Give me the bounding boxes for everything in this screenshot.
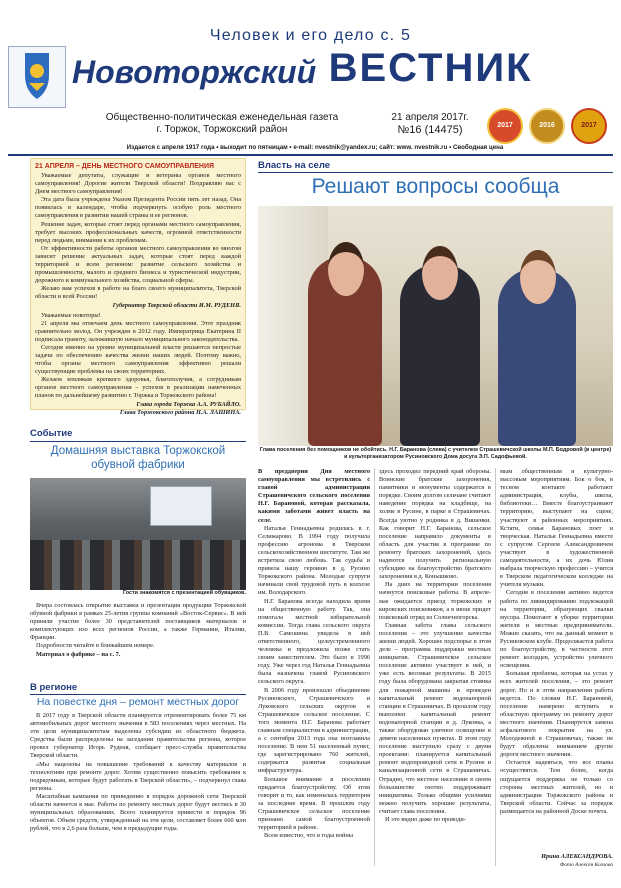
holiday-headline: 21 АПРЕЛЯ – ДЕНЬ МЕСТНОГО САМОУПРАВЛЕНИЯ [35,163,215,170]
photo-credit: Фото Алексея Козлова [559,862,613,868]
award-badge-icon [529,108,565,144]
village-photo-caption: Глава поселения без помощников не обойтись. Н.Г. Баранова (слева) с учителем Страшевичской школы М.П. Бодровой (в центре) и культорганизатором Русиновского Дома досуга Э.П. Садофьевой. [259,447,612,460]
rubric-village: Власть на селе [258,160,331,171]
paragraph: На днях на территории поселения начнутся поисковые работы. В апреле-мае ожидается приезд торжокских и кировских поисковиков, а в июне придет поисковый отряд из Солнечногорска. [379,581,491,621]
supertitle: Человек и его дело с. 5 [209,27,412,44]
paragraph: мым общественным и культурно-массовым мероприятиям. Бок о бок, в тесном контакте работают администрация, клубы, школа, библиотеки… Вместе благоустраивают территорию, выступают на сцене, участвуют в районных мероприятиях. Кстати, семья Барановых поет и творческая. Наталья Геннадьевна вместе с супругом Сергеем Александровичем участвует в художественной самодеятельности, а их дочь Юлия выбрала творческую профессию – учится в Тверском педагогическом колледже на учителя музыки. [500,468,613,589]
coat-of-arms-icon [9,47,65,107]
paragraph: Остается надеяться, что все планы осуществятся. Тем более, когда ощущается поддержка не только со стороны местных жителей, но и администрации Торжокского района и Тверской области. Сейчас за порядок размещается на районной Доске почета. [500,759,613,815]
village-signature: Ирина АЛЕКСАНДРОВА. [541,853,613,860]
rubric-line [30,694,246,695]
column-rule [374,468,375,866]
paragraph: «Мы нацелены на повышение требований к качеству материалов и технологиям при ремонте дорог. Хотим существенно повысить требования к подрядчикам, которые будут работать в Тверской области», – подчеркнул глава региона. [30,760,246,792]
paragraph: Подробности читайте в ближайшем номере. [36,642,155,650]
paragraph: 21 апреля мы отмечаем день местного самоуправления. Этот праздник сравнительно молод. Он учрежден в 2012 году. Императрица Екатерина II подписала грамоту, заложившую начало муниципального законодательства. [35,319,241,343]
award-badge-icon [487,108,523,144]
signature-district-head: Глава Торжокского района Н.А. ЛАШИНА. [119,408,241,416]
paragraph: И это видно даже по проводи- [385,816,466,824]
award-badge-icon [571,108,607,144]
paragraph: В 2006 году произошло объединение Русиновского, Страшевичского и Луковского сельских округов в Страшевичское сельское поселение. С того момента Н.Г. Баранова работает главным специалистом в администрации, а с сентября 2013 года она возглавила поселение. В нем 51 населенный пункт, где зарегистрировано 760 жителей, содержатся развитая социальная инфраструктура. [258,686,370,775]
column-rule [495,468,496,866]
paragraph: Н.Г. Баранова всегда находила время на общественную работу. Так, она помогала местной избирательной комиссии. Тогда глава сельского округа П.В. Самошина увидела в ней ответственного, целеустремленного человека и предложила позже стать своим заместителем. Это было в 1996 году. Уже через год Наталья Геннадьевна была назначена главой Русиновского сельского округа. [258,597,370,686]
subtitle-line: Общественно-политическая еженедельная газета [105,112,339,123]
paragraph: Большое внимание в поселении придается благоустройству. Об этом говорит и то, как изменилась территория за последние время. В прошлом году Страшевичское сельское поселение признано самой благоустроенной территорией в районе. [258,775,370,832]
region-crest [8,46,66,108]
masthead-divider [8,154,613,156]
paragraph: От эффективности работы органов местного самоуправления во многом зависит решение актуальных задач, которые стоят перед каждой территорией и всем регионом: развитие сельского хозяйства и промышленности, малого и среднего бизнеса и туристической индустрии, дорожного и коммунального хозяйства, социальной сферы. [35,244,241,285]
paragraph: Уважаемые депутаты, служащие и ветераны органов местного самоуправления! Дорогие жители Тверской области! Поздравляю вас с Днем местного самоуправления! [35,172,241,196]
issue-number: №16 (14475) [397,124,463,136]
paragraph: Желаем землякам крепкого здоровья, благополучия, а сотрудникам органов местного самоуправления – успехов в реализации намеченных планов по дальнейшему развитию г. Торжка и Торжокского района! [35,376,241,400]
lead-paragraph: В преддверии Дня местного самоуправления мы встретились с главой администрации Страшевичского сельского поселения Н.Г. Барановой, которая рассказала, какими заботами живет власть на селе. [258,468,370,524]
title-part-a: Новоторжский [72,54,317,90]
event-headline: Домашняя выставка Торжокской обувной фабрики [50,445,226,471]
masthead-title [72,46,544,90]
award-year-2: 2016 [539,122,555,129]
masthead-subtitle [72,112,372,136]
rubric-line [30,441,246,442]
region-headline: На повестке дня – ремонт местных дорог [36,696,240,708]
paragraph: Уважаемые новоторы! [41,311,101,319]
masthead-strip: Издается с апреля 1917 года • выходит по пятницам • e-mail: nvestnik@yandex.ru; сайт: www. nvestnik.ru • Свободная цена [126,144,504,151]
person-left-head [328,242,364,296]
issue-info [380,112,480,137]
paragraph: Всем известно, что в годы войны [264,832,353,840]
paragraph: Наталья Геннадьевна родилась в г. Селижарово. В 1994 году получила профессию агронома в Тверском сельскохозяйственном институте. Там же встретила свою любовь. Так судьба и привела нашу героиню в д. Русино Торжокского района. Молодые супруги начинали свой трудовой путь в колхозе им. Володарского. [258,524,370,597]
holiday-greeting [30,158,246,416]
award-year-3: 2017 [581,122,597,129]
paragraph: Вчера состоялась открытие выставки и презентация продукции Торжокской обувной фабрики в рамках 25-летия группы компаний «Восток-Сервис». В ней приняли участие более 30 представителей поставщиков материалов и комплектующих изо всех регионов России, а также Германии, Италии, Франции. [30,602,246,642]
signature-governor: Губернатор Тверской области И.М. РУДЕНЯ. [112,301,241,309]
audience [30,540,246,590]
event-photo [30,478,246,590]
event-photo-caption: Гости знакомятся с презентацией обувщиков. [122,590,246,596]
village-col-2 [379,468,491,868]
award-year-1: 2017 [497,122,513,129]
presentation-screen [150,486,212,526]
rubric-line [258,172,613,173]
rubric-event: Событие [30,428,73,439]
village-headline: Решают вопросы сообща [311,175,560,198]
paragraph: Главная забота главы сельского поселения – это улучшение качества жизни людей. Хорошее подспорье в этом деле – программа поддержки местных инициатив. Страшевичское сельское поселение активно участвует в ней, и уже есть весомые результаты. В 2015 году была оборудована закрытая стоянка для пожарной машины и проведен капитальный ремонт водонапорной станции в Страшевичах. В прошлом году выполнен капитальный ремонт водонапорной станции в д. Луковка, а также оборудован уличное освещение в девяти населенных пунктах. В этом году поселение выступило сразу с двумя проектами: планируется капитальный ремонт водопроводной сети в Русине и канализационной сети в Страшевичах. Отрадно, что местное население в своем большинстве охотно поддерживает инициативы. Только общими усилиями можно получить хорошие результаты, считает глава поселения. [379,621,491,815]
greeting-text [35,172,241,302]
issue-date: 21 апреля 2017г. [391,112,469,123]
paragraph: Большая проблема, которая на устах у всех жителей поселения, – это ремонт дорог. Но и в этом направлении работа ведется. По словам Н.Г. Барановой, поселение намерено вступить в областную программу по ремонту дорог местного значения. Планируется замена асфальтового покрытия на ул. Молодежной в Страшевичах, также не будут обделены вниманием другие дороги местного значения. [500,670,613,759]
paragraph: Масштабная кампания по приведению в порядок дорожной сети Тверской области начнется в мае. Работы по ремонту местных дорог будут вестись в 30 муниципальных образованиях. Всего планируется привести в порядок 96 объектов. Объем средств, утвержденный на эти цели, составляет более 660 млн рублей, что в 2,6 раза больше, чем в предыдущие годы. [30,792,246,833]
paragraph: Эта дата была учреждена Указом Президента России пять лет назад. Она появилась в календаре, чтобы подчеркнуть особую роль местного самоуправления в развитии нашей страны и ее регионов. [35,196,241,220]
village-col-1 [258,468,370,868]
paragraph: Материал о фабрике – на с. 7. [36,650,121,658]
paragraph: Желаю вам успехов в работе на благо своего муниципалитета, Тверской области и всей России! [35,285,241,301]
rubric-region: В регионе [30,682,78,693]
event-text [30,602,246,659]
paragraph: В 2017 году в Тверской области планируется отремонтировать более 75 км автомобильных дорог местного значения в 583 поселениях через местных. На эти цели муниципалитетам выделены субсидии из областного бюджета. Средства были распределены на заседании правительства региона, которое провел губернатор Игорь Руденя, сообщает пресс-служба правительства Тверской области. [30,712,246,760]
signature-city-head: Глава города Торжка А.А. РУБАЙЛО. [136,400,241,408]
village-col-3 [500,468,613,852]
person-right-head [520,250,556,304]
subtitle-city: г. Торжок, Торжокский район [156,124,288,135]
person-center-head [422,246,458,300]
paragraph: Сегодня в поселении активно ведется работа по ликвидированию подлежащей на территории, образующих свалки мусора. Помогают в уборке территории жители и местные предприниматели. Можно сказать, что на данный момент в Русиновском клубе. Продолжается работа по благоустройству, в частности этот ремонт колодцев, устройство уличного освещения. [500,589,613,670]
award-badges [487,106,615,144]
greeting-text-2 [35,312,241,401]
paragraph: Сегодня именно на уровне муниципальной власти решаются непростые задачи по обеспечению качества жизни наших людей. Поэтому важно, чтобы органы местного самоуправления эффективно решали существующие проблемы на своих территориях. [35,343,241,376]
title-part-b: ВЕСТНИК [328,46,533,90]
paragraph: Решение задач, которые стоят перед органами местного самоуправления, требует высоких профессиональных качеств, огромной ответственности перед людьми, внимания к их проблемам. [35,220,241,244]
paragraph: здесь проходил передний край обороны. Воинские братские захоронения, памятники и монументы содержатся в порядке. Своим долгом сельчане считают наведение порядка на кладбище, на холме в Русине, в парке в Страшевичах. Всегда уютно у родника в д. Вишенки. Как говорит Н.Г. Баранова, сельское поселение направило документы в область для участия в программе по ремонту братских захоронений, здесь надеются получить региональную субсидию на благоустройство братского захоронения в д. Конышково. [379,468,491,581]
village-photo [258,206,613,446]
region-text [30,712,246,862]
